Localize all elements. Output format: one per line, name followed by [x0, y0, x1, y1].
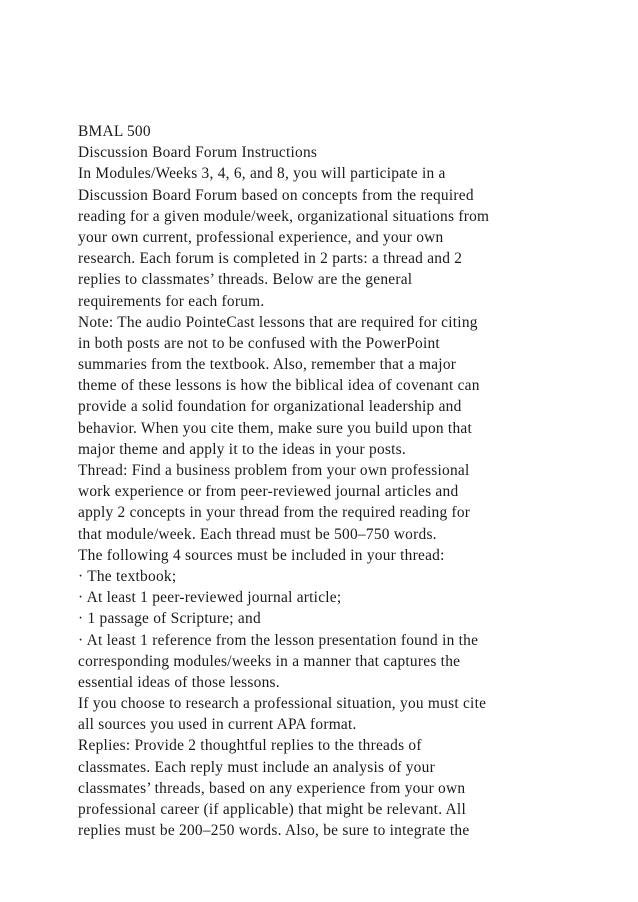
text-line: If you choose to research a professional situation, you must cite [78, 695, 487, 713]
text-line: In Modules/Weeks 3, 4, 6, and 8, you will participate in a [78, 165, 446, 183]
text-line: classmates. Each reply must include an analysis of your [78, 758, 435, 776]
text-line: The following 4 sources must be included in your thread: [78, 546, 445, 564]
text-line: your own current, professional experience, and your own [78, 228, 444, 246]
text-line: replies to classmates’ threads. Below are the general [78, 271, 413, 289]
text-line: summaries from the textbook. Also, remember that a major [78, 356, 457, 374]
text-line: professional career (if applicable) that might be relevant. All [78, 801, 466, 818]
list-item: · At least 1 reference from the lesson presentation found in the [78, 631, 479, 649]
text-line: corresponding modules/weeks in a manner that captures the [78, 652, 461, 670]
text-line: requirements for each forum. [78, 292, 265, 310]
text-line: Replies: Provide 2 thoughtful replies to the threads of [78, 737, 422, 755]
course-code: BMAL 500 [78, 123, 151, 140]
text-line: classmates’ threads, based on any experience from your own [78, 779, 466, 797]
text-line: apply 2 concepts in your thread from the required reading for [78, 504, 471, 522]
text-line: essential ideas of those lessons. [78, 673, 280, 691]
text-line: Thread: Find a business problem from your own professional [78, 462, 470, 479]
text-line: research. Each forum is completed in 2 parts: a thread and 2 [78, 250, 463, 268]
text-line: behavior. When you cite them, make sure you build upon that [78, 419, 473, 437]
text-line: work experience or from peer-reviewed journal articles and [78, 483, 459, 501]
list-item: · At least 1 peer-reviewed journal article; [78, 589, 342, 607]
text-line: all sources you used in current APA format. [78, 716, 357, 734]
text-line: that module/week. Each thread must be 500–750 words. [78, 525, 437, 543]
document-body [78, 121, 618, 841]
text-line: major theme and apply it to the ideas in your posts. [78, 440, 407, 458]
text-line: reading for a given module/week, organizational situations from [78, 207, 490, 225]
list-item: · The textbook; [78, 567, 177, 585]
text-line: Note: The audio PointeCast lessons that are required for citing [78, 313, 478, 331]
text-line: theme of these lessons is how the biblical idea of covenant can [78, 377, 480, 395]
text-line: Discussion Board Forum based on concepts from the required [78, 186, 474, 204]
text-line: replies must be 200–250 words. Also, be sure to integrate the [78, 822, 470, 840]
text-line: in both posts are not to be confused with the PowerPoint [78, 334, 440, 352]
text-line: provide a solid foundation for organizational leadership and [78, 398, 462, 416]
list-item: · 1 passage of Scripture; and [78, 610, 261, 628]
document-title: Discussion Board Forum Instructions [78, 144, 318, 162]
